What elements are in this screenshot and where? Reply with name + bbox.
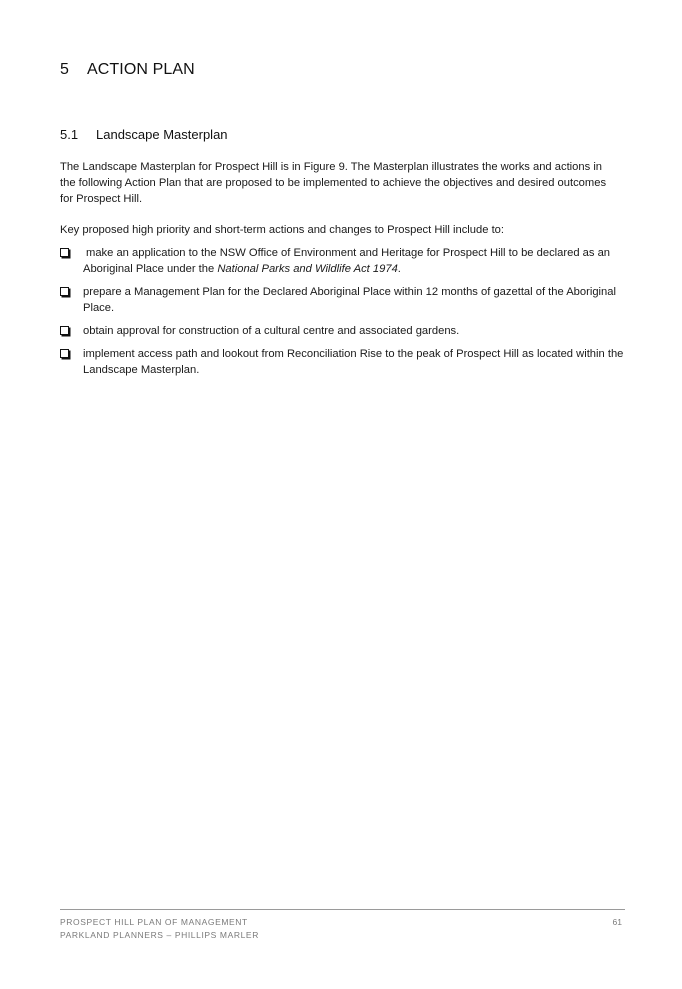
- page-number: 61: [612, 917, 622, 927]
- list-item-text: implement access path and lookout from Reconciliation Rise to the peak of Prospect Hill as located within the Landscape Masterplan.: [83, 348, 624, 376]
- checkbox-bullet-icon: [60, 349, 69, 358]
- subsection-number: 5.1: [60, 127, 79, 142]
- list-item-text: obtain approval for construction of a cultural centre and associated gardens.: [83, 325, 460, 337]
- list-item: [60, 323, 625, 339]
- subsection-heading: [60, 127, 228, 142]
- list-item: [60, 284, 625, 316]
- list-item-text: prepare a Management Plan for the Declared Aboriginal Place within 12 months of gazettal of the Aboriginal Place.: [83, 286, 616, 314]
- action-list: [60, 245, 625, 385]
- list-item: [60, 346, 625, 378]
- checkbox-bullet-icon: [60, 326, 69, 335]
- section-number: 5: [60, 61, 69, 78]
- intro-paragraph: The Landscape Masterplan for Prospect Hill is in Figure 9. The Masterplan illustrates the works and actions in the following Action Plan that are proposed to be implemented to achieve the objectives and desired outcomes for Prospect Hill.: [60, 161, 607, 205]
- footer-author: PARKLAND PLANNERS – PHILLIPS MARLER: [60, 930, 259, 940]
- list-item: [60, 245, 625, 277]
- section-title: ACTION PLAN: [87, 61, 195, 78]
- section-heading: [60, 61, 195, 79]
- checkbox-bullet-icon: [60, 248, 69, 257]
- list-item-text-end: .: [397, 263, 401, 275]
- act-title: National Parks and Wildlife Act 1974: [217, 263, 398, 275]
- key-actions-paragraph: Key proposed high priority and short-term actions and changes to Prospect Hill include to:: [60, 224, 505, 236]
- footer-document-title: PROSPECT HILL PLAN OF MANAGEMENT: [60, 917, 248, 927]
- footer-divider: [60, 909, 625, 910]
- subsection-title: Landscape Masterplan: [96, 127, 228, 142]
- checkbox-bullet-icon: [60, 287, 69, 296]
- list-item-text: make an application to the NSW Office of Environment and Heritage for Prospect Hill to be declared as an Aboriginal Place under the: [83, 247, 611, 275]
